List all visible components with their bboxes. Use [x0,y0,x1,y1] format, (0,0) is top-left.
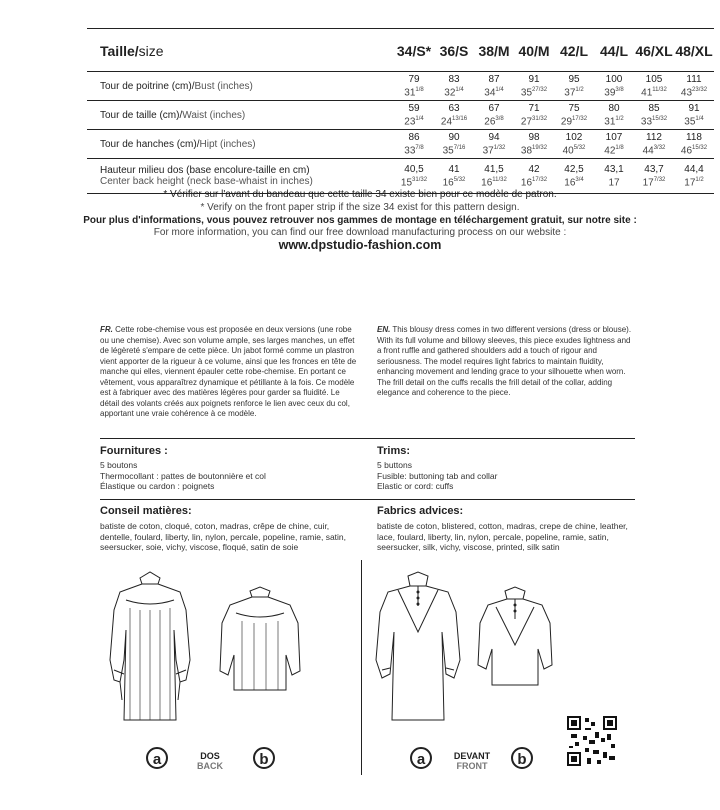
website-link[interactable]: www.dpstudio-fashion.com [278,238,442,252]
size-table-row [87,130,714,159]
measurement-cell: 67 $26^{3/8}$ [474,101,514,130]
fabrics-title-en: Fabrics advices: [377,505,464,517]
fabrics-list-fr: batiste de coton, cloqué, coton, madras, crêpe de chine, cuir, dentelle, foulard, liberty, lin, nylon, percale, popeline, ramie, satin, seersucker, soie, vichy, viscose, floqué, satin de soie [100,521,347,552]
measurement-label: Tour de taille (cm)/Waist (inches) [87,101,394,130]
supplies-title-en: Trims: [377,445,411,457]
measurement-label: Tour de poitrine (cm)/Bust (inches) [87,72,394,101]
size-header-label: Taille/size [87,30,394,72]
measurement-cell: 79 $31^{1/8}$ [394,72,434,101]
back-dress-view-a [100,570,200,740]
measurement-label: Hauteur milieu dos (base encolure-taille en cm) Center back height (neck base-whaist in inches) [87,159,394,194]
measurement-cell: 43,7 $17^{7/32}$ [634,159,674,194]
view-a-badge-back: a [146,747,168,769]
measurement-cell: 63 $24^{13/16}$ [434,101,474,130]
view-b-badge-back: b [253,747,275,769]
measurement-cell: 94 $37^{1/32}$ [474,130,514,159]
supply-item: 5 buttons [377,460,412,470]
section-divider [100,438,635,439]
measurement-cell: 102 $40^{5/32}$ [554,130,594,159]
size-column-header: 36/S [434,30,474,72]
size-chart-table [87,30,714,194]
measurement-cell: 86 $33^{7/8}$ [394,130,434,159]
info-note-en: For more information, you can find our free download manufacturing process on our website : [153,227,567,238]
measurement-cell: 71 $27^{31/32}$ [514,101,554,130]
measurement-cell: 95 $37^{1/2}$ [554,72,594,101]
illustration-divider [361,560,362,775]
size-column-header: 42/L [554,30,594,72]
measurement-label: Tour de hanches (cm)/Hipt (inches) [87,130,394,159]
measurement-cell: 111 $43^{23/32}$ [674,72,714,101]
measurement-cell: 75 $29^{17/32}$ [554,101,594,130]
measurement-cell: 40,5 $15^{31/32}$ [394,159,434,194]
info-note-fr: Pour plus d'informations, vous pouvez retrouver nos gammes de montage en téléchargement gratuit, sur notre site : [83,215,637,226]
verify-note-en: * Verify on the front paper strip if the size 34 exist for this pattern design. [200,202,520,213]
supplies-list-en [377,460,637,492]
measurement-cell: 91 $35^{27/32}$ [514,72,554,101]
size-column-header: 40/M [514,30,554,72]
front-blouse-view-b [470,585,560,700]
view-b-badge-front: b [511,747,533,769]
supplies-title-fr: Fournitures : [100,445,168,457]
measurement-cell: 44,4 $17^{1/2}$ [674,159,714,194]
size-column-header: 46/XL [634,30,674,72]
measurement-cell: 80 $31^{1/2}$ [594,101,634,130]
measurement-cell: 41,5 $16^{11/32}$ [474,159,514,194]
measurement-cell: 41 $16^{5/32}$ [434,159,474,194]
measurement-cell: 42,5 $16^{3/4}$ [554,159,594,194]
size-column-header: 44/L [594,30,634,72]
front-view-label: DEVANT FRONT [453,751,491,771]
section-divider [100,499,635,500]
measurement-cell: 107 $42^{1/8}$ [594,130,634,159]
measurement-cell: 42 $16^{17/32}$ [514,159,554,194]
supplies-list-fr [100,460,360,492]
description-fr: FR. Cette robe-chemise vous est proposée en deux versions (une robe ou une chemise). Avec son volume ample, ses larges manches, un effet de légèreté s'empare de cette pièce. Un jabot formé comme un plastron vient apporter de la rigueur à ce volume, ainsi que les fronces en tête de manche qui elles, viennent épauler cette robe-chemise. En portant ce vêtement, vous apparaîtrez dynamique et pétillante à la fois. Ce modèle est à fabriquer avec des matières légères pour garder sa fluidité. Le détail des volants créés aux poignets renforce le lien avec ceux du col, apportant une vraie cohérence à ce modèle. [100,325,357,418]
measurement-cell: 98 $38^{19/32}$ [514,130,554,159]
supply-item: Thermocollant : pattes de boutonnière et col [100,470,266,481]
supply-item: 5 boutons [100,460,138,470]
back-blouse-view-b [210,585,310,705]
verify-note-fr: * Vérifier sur l'avant du bandeau que cette taille 34 existe bien pour ce modèle de patron. [163,189,557,200]
supply-item: Fusible: buttoning tab and collar [377,470,498,481]
supply-item: Elastic or cord: cuffs [377,481,454,491]
front-dress-view-a [368,570,468,740]
table-top-rule [87,28,714,29]
measurement-cell: 105 $41^{11/32}$ [634,72,674,101]
measurement-cell: 59 $23^{1/4}$ [394,101,434,130]
measurement-cell: 90 $35^{7/16}$ [434,130,474,159]
fabrics-title-fr: Conseil matières: [100,505,192,517]
measurement-cell: 85 $33^{15/32}$ [634,101,674,130]
measurement-cell: 83 $32^{1/4}$ [434,72,474,101]
size-table-row [87,72,714,101]
measurement-cell: 118 $46^{15/32}$ [674,130,714,159]
back-view-label: DOS BACK [197,751,223,771]
size-table-row [87,101,714,130]
size-column-header: 34/S* [394,30,434,72]
size-column-header: 48/XL [674,30,714,72]
view-a-badge-front: a [410,747,432,769]
size-header-row [87,30,714,72]
measurement-cell: 91 $35^{1/4}$ [674,101,714,130]
measurement-cell: 100 $39^{3/8}$ [594,72,634,101]
supply-item: Élastique ou cardon : poignets [100,481,215,491]
size-column-header: 38/M [474,30,514,72]
measurement-cell: 43,1 17 [594,159,634,194]
fabrics-list-en: batiste de coton, blistered, cotton, madras, crepe de chine, leather, lace, foulard, liberty, lin, nylon, percale, popeline, ramie, satin, seersucker, silk, vichy, viscose, printed, silk satin [377,521,628,552]
measurement-cell: 87 $34^{1/4}$ [474,72,514,101]
description-en: EN. This blousy dress comes in two different versions (dress or blouse). With its full volume and billowy sleeves, this piece exudes lightness and a front ruffle and gathered shoulders add a touch of rigour and seriousness. The model requires light fabrics to maintain fluidity, enhancing movement and lending grace to your silhouette when worn. The frill detail on the cuffs recalls the frill detail of the collar, adding elegance and coherence to the piece. [377,325,632,397]
measurement-cell: 112 $44^{3/32}$ [634,130,674,159]
qr-code-icon[interactable] [567,716,617,766]
